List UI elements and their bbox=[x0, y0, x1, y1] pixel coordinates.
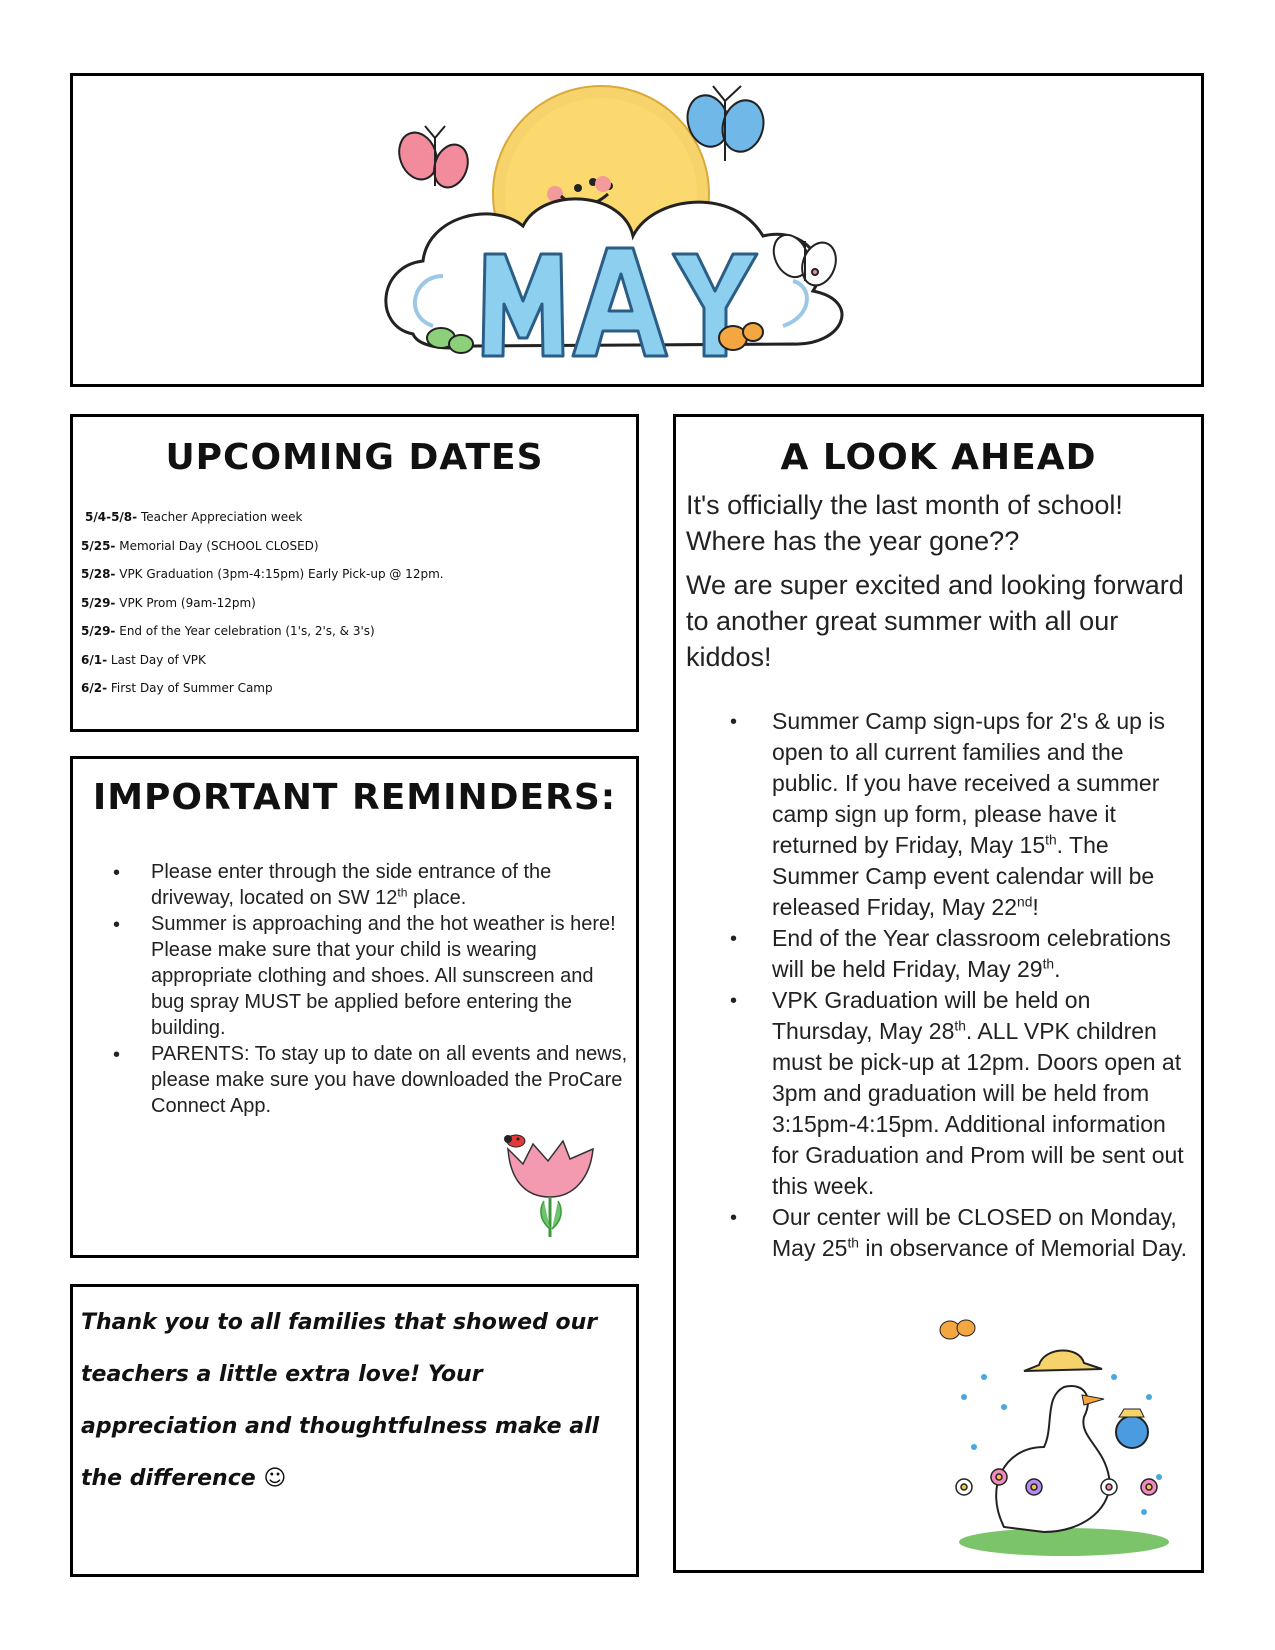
date-item bbox=[81, 681, 273, 695]
date-event: VPK Graduation (3pm-4:15pm) Early Pick-up @ 12pm. bbox=[115, 567, 444, 581]
date-label: 5/28- bbox=[81, 567, 116, 581]
tulip-ladybug-icon bbox=[498, 1119, 608, 1239]
date-event: End of the Year celebration (1's, 2's, & 3's) bbox=[115, 624, 375, 638]
date-label: 5/29- bbox=[81, 624, 116, 638]
date-event: First Day of Summer Camp bbox=[107, 681, 273, 695]
summer-paragraph: We are super excited and looking forward to another great summer with all our kiddos! bbox=[686, 570, 1184, 672]
important-reminders-title: IMPORTANT REMINDERS: bbox=[92, 777, 617, 818]
date-item bbox=[81, 567, 444, 581]
orange-butterfly-icon bbox=[719, 323, 763, 350]
look-ahead-panel bbox=[673, 414, 1204, 1573]
thank-you-panel bbox=[70, 1284, 639, 1577]
date-item bbox=[85, 510, 302, 524]
date-label: 6/1- bbox=[81, 653, 108, 667]
date-event: Last Day of VPK bbox=[107, 653, 206, 667]
date-item bbox=[81, 539, 319, 553]
look-ahead-list bbox=[730, 706, 1190, 1264]
duck-in-rain-icon bbox=[944, 1337, 1174, 1557]
date-label: 5/25- bbox=[81, 539, 116, 553]
list-item: • PARENTS: To stay up to date on all events and news, please make sure you have downloaded the ProCare Connect App. bbox=[113, 1041, 628, 1119]
reminders-list bbox=[113, 859, 628, 1119]
list-item: • Our center will be CLOSED on Monday, May 25th in observance of Memorial Day. bbox=[730, 1202, 1190, 1264]
thank-you-message: Thank you to all families that showed our teachers a little extra love! Your appreciation and thoughtfulness make all the difference ☺ bbox=[81, 1310, 600, 1491]
list-item: • VPK Graduation will be held on Thursday, May 28th. ALL VPK children must be pick-up at 12pm. Doors open at 3pm and graduation will be held from 3:15pm-4:15pm. Additional information for Graduation and Prom will be sent out this week. bbox=[730, 985, 1190, 1202]
date-label: 5/29- bbox=[81, 596, 116, 610]
date-event: Memorial Day (SCHOOL CLOSED) bbox=[115, 539, 319, 553]
date-event: Teacher Appreciation week bbox=[137, 510, 303, 524]
list-item: • Summer Camp sign-ups for 2's & up is open to all current families and the public. If you have received a summer camp sign up form, please have it returned by Friday, May 15th. The Summer Camp event calendar will be released Friday, May 22nd! bbox=[730, 706, 1190, 923]
look-ahead-title: A LOOK AHEAD bbox=[780, 437, 1097, 478]
important-reminders-panel bbox=[70, 756, 639, 1258]
date-item bbox=[81, 653, 206, 667]
pink-butterfly-icon bbox=[393, 126, 474, 192]
upcoming-dates-panel bbox=[70, 414, 639, 732]
orange-butterfly-icon bbox=[938, 1315, 978, 1345]
date-label: 6/2- bbox=[81, 681, 108, 695]
list-item: • Please enter through the side entrance of the driveway, located on SW 12th place. bbox=[113, 859, 628, 911]
date-event: VPK Prom (9am-12pm) bbox=[115, 596, 256, 610]
date-item bbox=[81, 596, 256, 610]
may-banner-illustration bbox=[73, 76, 1201, 384]
list-item: • End of the Year classroom celebrations will be held Friday, May 29th. bbox=[730, 923, 1190, 985]
date-label: 5/4-5/8- bbox=[85, 510, 138, 524]
upcoming-dates-title: UPCOMING DATES bbox=[165, 437, 544, 478]
intro-paragraph: It's officially the last month of school! Where has the year gone?? bbox=[686, 490, 1123, 556]
date-item bbox=[81, 624, 375, 638]
banner bbox=[70, 73, 1204, 387]
list-item: • Summer is approaching and the hot weather is here! Please make sure that your child is wearing appropriate clothing and shoes. All sunscreen and bug spray MUST be applied before entering the building. bbox=[113, 911, 628, 1041]
